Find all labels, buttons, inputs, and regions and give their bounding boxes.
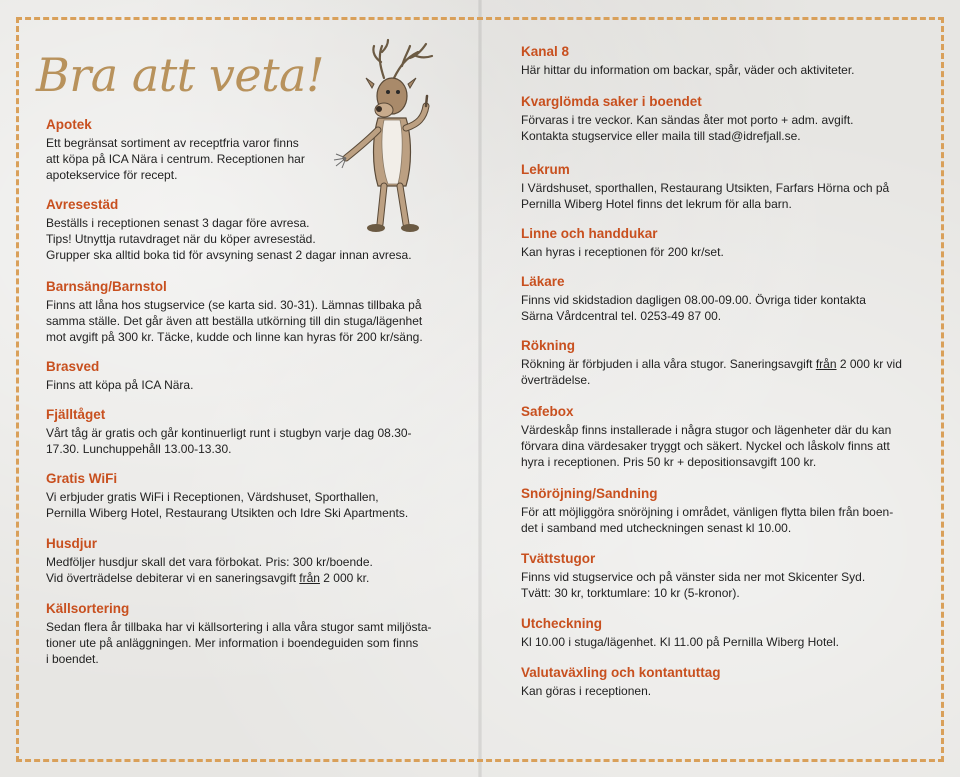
section-avresestad [46, 197, 446, 263]
section-safebox [521, 404, 931, 470]
section-kvarglomda [521, 94, 931, 144]
section-heading: Rökning [521, 338, 575, 353]
section-text: Rökning är förbjuden i alla våra stugor. Saneringsavgift från 2 000 kr vid överträdelse. [521, 357, 902, 387]
section-text: Finns att köpa på ICA Nära. [46, 378, 194, 392]
page-title: Bra att veta! [36, 48, 324, 102]
section-heading: Tvättstugor [521, 551, 596, 566]
section-husdjur [46, 536, 466, 586]
section-lekrum [521, 162, 931, 212]
section-wifi [46, 471, 466, 521]
section-rokning [521, 338, 931, 388]
section-text: Kl 10.00 i stuga/lägenhet. Kl 11.00 på Pernilla Wiberg Hotel. [521, 635, 839, 649]
section-heading: Gratis WiFi [46, 471, 118, 486]
section-text: Sedan flera år tillbaka har vi källsortering i alla våra stugor samt miljösta- tioner ute på anläggningen. Mer information i boendeguiden som finns i boendet. [46, 620, 432, 666]
section-utcheckning [521, 616, 931, 650]
section-heading: Läkare [521, 274, 565, 289]
section-text: Finns vid stugservice och på vänster sida ner mot Skicenter Syd. Tvätt: 30 kr, torktumlare: 10 kr (5-kronor). [521, 570, 866, 600]
section-text: Kan hyras i receptionen för 200 kr/set. [521, 245, 724, 259]
section-heading: Utcheckning [521, 616, 603, 631]
section-text: Vi erbjuder gratis WiFi i Receptionen, Värdshuset, Sporthallen, Pernilla Wiberg Hotel, Restaurang Utsikten och Idre Ski Apartments. [46, 490, 409, 520]
section-heading: Snöröjning/Sandning [521, 486, 658, 501]
section-fjalltaget [46, 407, 446, 457]
section-text: Finns att låna hos stugservice (se karta sid. 30-31). Lämnas tillbaka på samma ställe. Det går även att beställa utkörning till din stuga/lägenhet mot avgift på 300 kr. Täcke, kudde och linne kan hyras för 200 kr/säng. [46, 298, 423, 344]
section-barnsang [46, 279, 466, 345]
section-text: Vårt tåg är gratis och går kontinuerligt runt i stugbyn varje dag 08.30- 17.30. Lunchuppehåll 13.00-13.30. [46, 426, 412, 456]
section-text: Förvaras i tre veckor. Kan sändas åter mot porto + adm. avgift. Kontakta stugservice eller maila till stad@idrefjall.se. [521, 113, 854, 143]
section-brasved [46, 359, 446, 393]
section-text: Kan göras i receptionen. [521, 684, 652, 698]
section-lakare [521, 274, 931, 324]
section-text: För att möjliggöra snöröjning i området, vänligen flytta bilen från boen- det i samband med utcheckningen senast kl 10.00. [521, 505, 894, 535]
section-valuta [521, 665, 931, 699]
section-heading: Lekrum [521, 162, 570, 177]
section-text: Finns vid skidstadion dagligen 08.00-09.00. Övriga tider kontakta Särna Vårdcentral tel. 0253-49 87 00. [521, 293, 866, 323]
section-text: Beställs i receptionen senast 3 dagar före avresa. Tips! Utnyttja rutavdraget när du köper avresestäd. Grupper ska alltid boka tid för avsyning senast 2 dagar innan avresa. [46, 216, 412, 262]
section-text: Värdeskåp finns installerade i några stugor och lägenheter där du kan förvara dina värdesaker tryggt och säkert. Nyckel och låskolv finns att hyra i receptionen. Pris 50 kr + depositionsavgift 100 kr. [521, 423, 892, 469]
section-heading: Avresestäd [46, 197, 119, 212]
section-heading: Kvarglömda saker i boendet [521, 94, 702, 109]
section-heading: Valutaväxling och kontantuttag [521, 665, 721, 680]
section-heading: Kanal 8 [521, 44, 570, 59]
section-snorojning [521, 486, 931, 536]
section-text: Ett begränsat sortiment av receptfria varor finns att köpa på ICA Nära i centrum. Receptionen har apotekservice för recept. [46, 136, 305, 182]
section-kallsortering [46, 601, 466, 667]
section-apotek [46, 117, 446, 183]
section-heading: Linne och handdukar [521, 226, 658, 241]
section-text: Medföljer husdjur skall det vara förbokat. Pris: 300 kr/boende. Vid överträdelse debiterar vi en saneringsavgift från 2 000 kr. [46, 555, 373, 585]
section-heading: Barnsäng/Barnstol [46, 279, 167, 294]
section-heading: Apotek [46, 117, 92, 132]
section-tvattstugor [521, 551, 931, 601]
page-spine [478, 0, 482, 777]
section-heading: Husdjur [46, 536, 98, 551]
section-heading: Fjälltåget [46, 407, 106, 422]
section-linne [521, 226, 931, 260]
section-heading: Brasved [46, 359, 100, 374]
section-kanal8 [521, 44, 931, 78]
section-text: Här hittar du information om backar, spår, väder och aktiviteter. [521, 63, 855, 77]
section-heading: Källsortering [46, 601, 130, 616]
section-heading: Safebox [521, 404, 574, 419]
section-text: I Värdshuset, sporthallen, Restaurang Utsikten, Farfars Hörna och på Pernilla Wiberg Hotel finns det lekrum för alla barn. [521, 181, 890, 211]
